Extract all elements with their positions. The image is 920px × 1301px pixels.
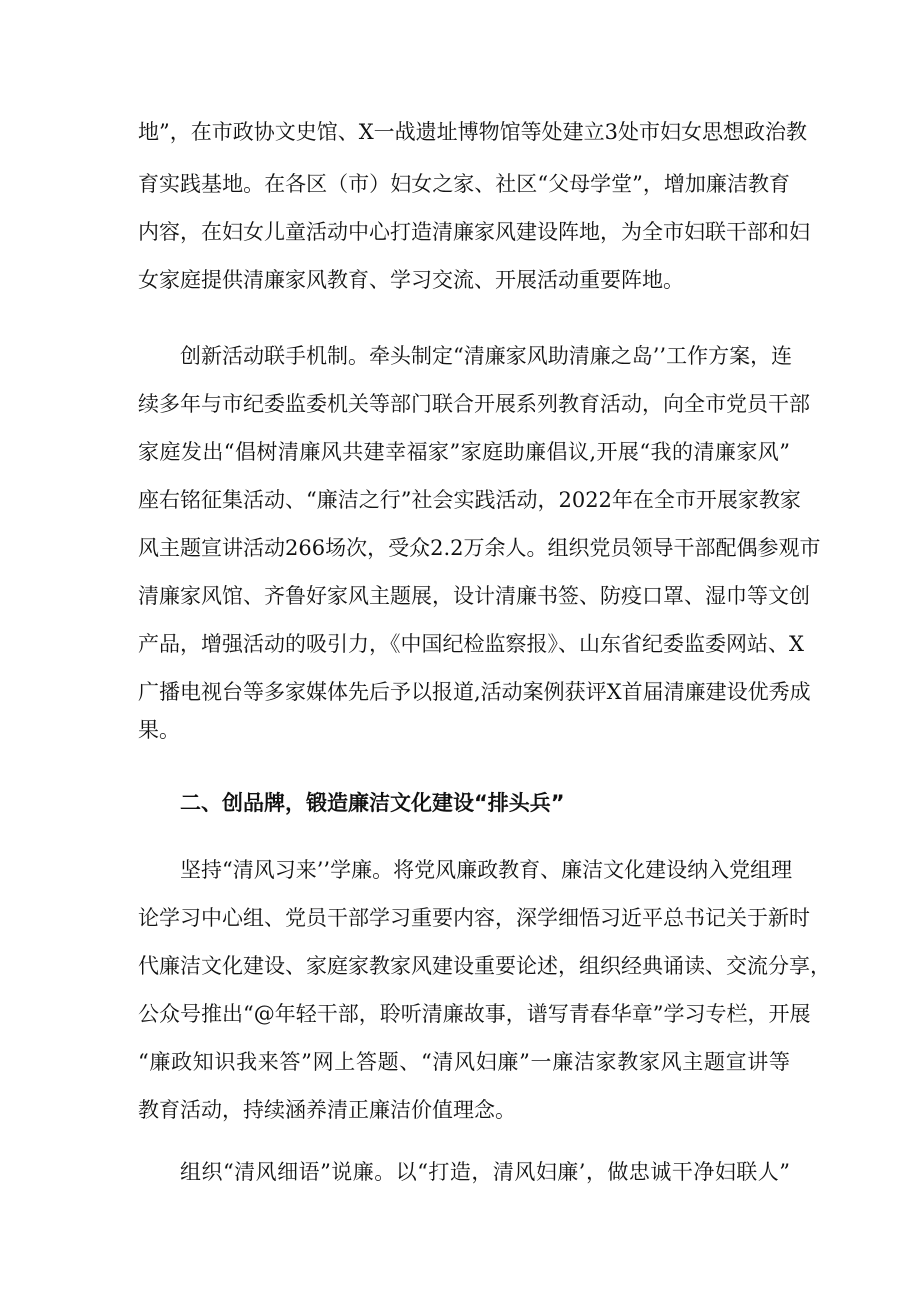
paragraph-line: 组织“清风细语”说廉。以“打造，清风妇廉’，做忠诚干净妇联人” — [180, 1160, 790, 1184]
paragraph-line: 地”，在市政协文史馆、X一战遗址博物馆等处建立3处市妇女思想政治教 — [138, 120, 808, 144]
paragraph-line: 风主题宣讲活动266场次，受众2.2万余人。组织党员领导干部配偶参观市 — [138, 536, 821, 560]
paragraph-line: 内容，在妇女儿童活动中心打造清廉家风建设阵地，为全市妇联干部和妇 — [138, 220, 810, 244]
section-heading: 二、创品牌，锻造廉洁文化建设“排头兵” — [180, 791, 565, 815]
paragraph-line: 广播电视台等多家媒体先后予以报道,活动案例获评X首届清廉建设优秀成 — [138, 680, 811, 704]
paragraph-line: 座右铭征集活动、“廉洁之行”社会实践活动，2022年在全市开展家教家 — [138, 488, 801, 512]
paragraph-line: 教育活动，持续涵养清正廉洁价值理念。 — [138, 1098, 516, 1122]
paragraph-line: 坚持“清风习来’’学廉。将党风廉政教育、廉洁文化建设纳入党组理 — [180, 858, 793, 882]
paragraph-line: 创新活动联手机制。牵头制定“清廉家风助清廉之岛’’工作方案，连 — [180, 344, 793, 368]
paragraph-line: 果。 — [138, 718, 180, 742]
paragraph-line: 女家庭提供清廉家风教育、学习交流、开展活动重要阵地。 — [138, 268, 684, 292]
paragraph-line: 续多年与市纪委监委机关等部门联合开展系列教育活动，向全市党员干部 — [138, 392, 810, 416]
paragraph-line: 家庭发出“倡树清廉风共建幸福家”家庭助廉倡议,开展“我的清廉家风” — [138, 440, 790, 464]
paragraph-line: 论学习中心组、党员干部学习重要内容，深学细悟习近平总书记关于新时 — [138, 906, 810, 930]
paragraph-line: 产品，增强活动的吸引力，《中国纪检监察报》、山东省纪委监委网站、X — [138, 632, 804, 656]
paragraph-line: “廉政知识我来答”网上答题、“清风妇廉”一廉洁家教家风主题宣讲等 — [138, 1050, 790, 1074]
paragraph-line: 清廉家风馆、齐鲁好家风主题展，设计清廉书签、防疫口罩、湿巾等文创 — [138, 584, 810, 608]
paragraph-line: 代廉洁文化建设、家庭家教家风建设重要论述，组织经典诵读、交流分享， — [138, 954, 831, 978]
paragraph-line: 公众号推出“@年轻干部，聆听清廉故事，谱写青春华章”学习专栏，开展 — [138, 1002, 811, 1026]
paragraph-line: 育实践基地。在各区（市）妇女之家、社区“父母学堂”，增加廉洁教育 — [138, 172, 790, 196]
